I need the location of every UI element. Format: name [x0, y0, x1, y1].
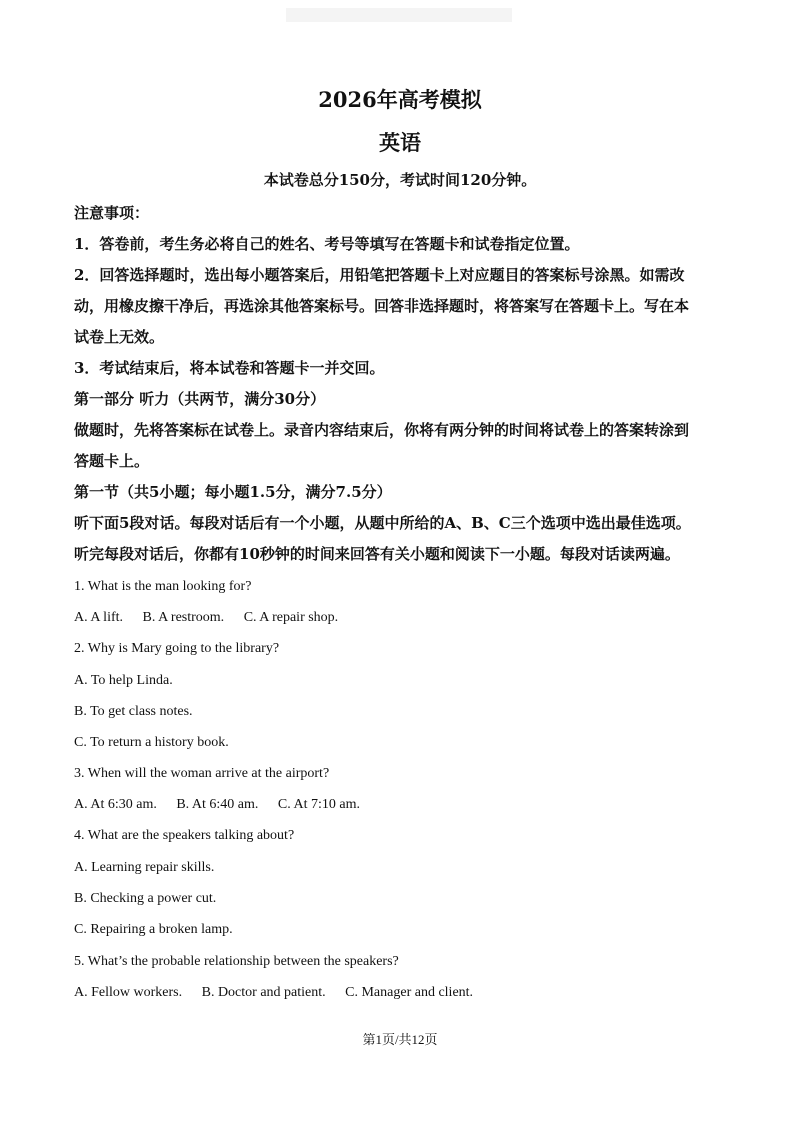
question-1-option-a: A. A lift. — [74, 610, 124, 625]
question-2-option-b: B. To get class notes. — [74, 704, 193, 719]
score-info: 本试卷总分150分，考试时间120分钟。 — [263, 171, 537, 189]
question-3-options — [74, 795, 360, 815]
note-line-5: 3．考试结束后，将本试卷和答题卡一并交回。 — [74, 359, 385, 377]
question-1-options — [74, 608, 338, 628]
question-4-stem: 4. What are the speakers talking about? — [74, 828, 295, 843]
part1-heading: 第一部分 听力（共两节，满分30分） — [74, 390, 326, 408]
question-1-stem: 1. What is the man looking for? — [74, 579, 252, 594]
question-3-option-c: C. At 7:10 am. — [277, 797, 360, 812]
section1-instruction-1: 听下面5段对话。每段对话后有一个小题，从题中所给的A、B、C三个选项中选出最佳选项。 — [74, 514, 691, 532]
question-3-stem: 3. When will the woman arrive at the airport? — [74, 766, 330, 781]
question-4-option-c: C. Repairing a broken lamp. — [74, 922, 233, 937]
part1-instruction-1: 做题时，先将答案标在试卷上。录音内容结束后，你将有两分钟的时间将试卷上的答案转涂到 — [74, 421, 690, 439]
part1-instruction-2: 答题卡上。 — [74, 452, 150, 470]
question-4-option-a: A. Learning repair skills. — [74, 860, 215, 875]
note-line-1: 1．答卷前，考生务必将自己的姓名、考号等填写在答题卡和试卷指定位置。 — [74, 235, 580, 253]
top-watermark — [286, 8, 512, 22]
question-3-option-a: A. At 6:30 am. — [74, 797, 157, 812]
exam-title: 2026年高考模拟 — [318, 87, 482, 112]
question-2-option-a: A. To help Linda. — [74, 673, 173, 688]
question-5-stem: 5. What’s the probable relationship between the speakers? — [74, 954, 399, 969]
question-2-option-c: C. To return a history book. — [74, 735, 229, 750]
notes-heading: 注意事项： — [74, 204, 150, 222]
note-line-3: 动，用橡皮擦干净后，再选涂其他答案标号。回答非选择题时，将答案写在答题卡上。写在本 — [74, 297, 690, 315]
question-3-option-b: B. At 6:40 am. — [176, 797, 259, 812]
question-1-option-b: B. A restroom. — [142, 610, 225, 625]
question-5-option-a: A. Fellow workers. — [74, 985, 183, 1000]
question-2-stem: 2. Why is Mary going to the library? — [74, 641, 280, 656]
note-line-4: 试卷上无效。 — [74, 328, 165, 346]
exam-subject: 英语 — [379, 130, 421, 155]
question-5-option-b: B. Doctor and patient. — [201, 985, 326, 1000]
section1-heading: 第一节（共5小题；每小题1.5分，满分7.5分） — [74, 483, 392, 501]
question-1-option-c: C. A repair shop. — [243, 610, 339, 625]
section1-instruction-2: 听完每段对话后，你都有10秒钟的时间来回答有关小题和阅读下一小题。每段对话读两遍。 — [74, 545, 680, 563]
question-5-option-c: C. Manager and client. — [345, 985, 474, 1000]
question-5-options — [74, 983, 473, 1003]
page-number: 第1页/共12页 — [362, 1032, 438, 1047]
question-4-option-b: B. Checking a power cut. — [74, 891, 217, 906]
note-line-2: 2．回答选择题时，选出每小题答案后，用铅笔把答题卡上对应题目的答案标号涂黑。如需改 — [74, 266, 685, 284]
